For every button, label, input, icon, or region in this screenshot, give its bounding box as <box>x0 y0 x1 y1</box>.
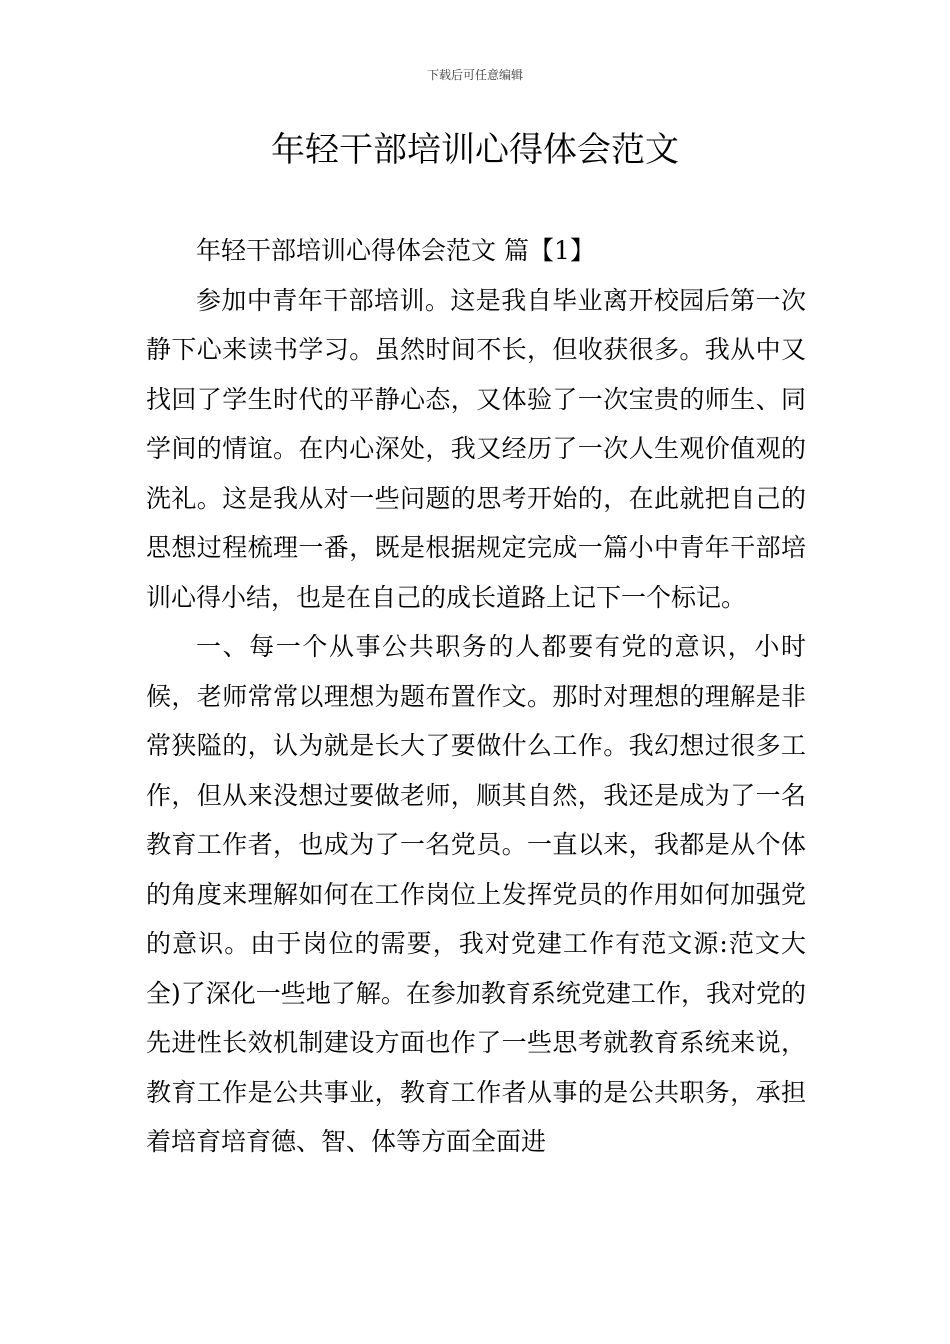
body-paragraph-2: 一、每一个从事公共职务的人都要有党的意识，小时候，老师常常以理想为题布置作文。那时对理想的理解是非常狭隘的，认为就是长大了要做什么工作。我幻想过很多工作，但从来没想过要做老师，顺其自然，我还是成为了一名教育工作者，也成为了一名党员。一直以来，我都是从个体的角度来理解如何在工作岗位上发挥党员的作用如何加强党的意识。由于岗位的需要，我对党建工作有范文源:范文大全)了深化一些地了解。在参加教育系统党建工作，我对党的先进性长效机制建设方面也作了一些思考就教育系统来说，教育工作是公共事业，教育工作者从事的是公共职务，承担着培育培育德、智、体等方面全面进 <box>146 632 806 1156</box>
section-heading: 年轻干部培训心得体会范文 篇【1】 <box>196 236 595 265</box>
body-paragraph-1: 参加中青年干部培训。这是我自毕业离开校园后第一次静下心来读书学习。虽然时间不长，但收获很多。我从中又找回了学生时代的平静心态，又体验了一次宝贵的师生、同学间的情谊。在内心深处，我又经历了一次人生观价值观的洗礼。这是我从对一些问题的思考开始的，在此就把自己的思想过程梳理一番，既是根据规定完成一篇小中青年干部培训心得小结，也是在自己的成长道路上记下一个标记。 <box>146 285 806 612</box>
document-title: 年轻干部培训心得体会范文 <box>271 130 679 170</box>
page-header-note: 下载后可任意编辑 <box>426 68 523 82</box>
document-body <box>146 226 806 1167</box>
